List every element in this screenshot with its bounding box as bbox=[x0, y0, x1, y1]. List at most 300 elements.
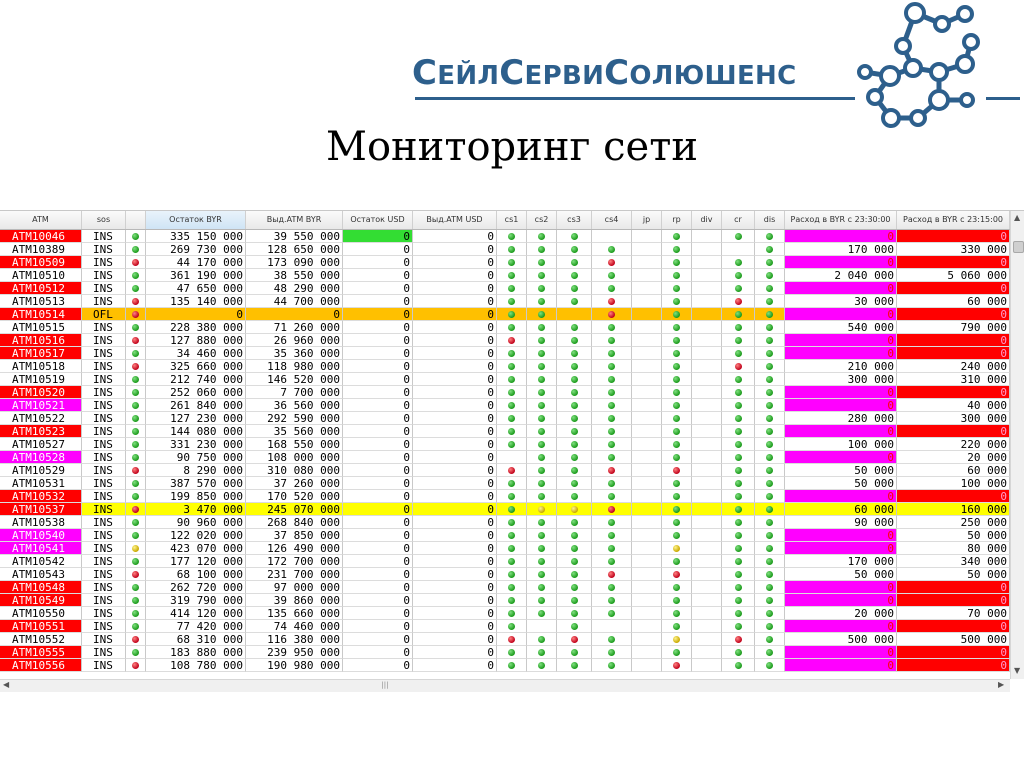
value-cell[interactable]: 37 850 000 bbox=[246, 529, 343, 542]
status-cell[interactable] bbox=[692, 360, 722, 373]
value-cell[interactable]: 325 660 000 bbox=[146, 360, 246, 373]
status-cell[interactable] bbox=[632, 451, 662, 464]
value-cell[interactable]: 0 bbox=[413, 269, 497, 282]
horizontal-scrollbar[interactable] bbox=[0, 679, 1010, 692]
status-cell[interactable] bbox=[632, 243, 662, 256]
column-header[interactable]: Остаток BYR bbox=[146, 211, 246, 229]
status-cell[interactable] bbox=[557, 477, 592, 490]
status-cell[interactable] bbox=[497, 438, 527, 451]
status-cell[interactable] bbox=[662, 555, 692, 568]
table-row[interactable] bbox=[0, 334, 1010, 347]
status-cell[interactable] bbox=[692, 555, 722, 568]
atm-id-cell[interactable]: ATM10548 bbox=[0, 581, 82, 594]
value-cell[interactable]: INS bbox=[82, 464, 126, 477]
status-cell[interactable] bbox=[557, 464, 592, 477]
value-cell[interactable]: 228 380 000 bbox=[146, 321, 246, 334]
atm-id-cell[interactable]: ATM10518 bbox=[0, 360, 82, 373]
expense-2315-cell[interactable]: 0 bbox=[897, 256, 1010, 269]
value-cell[interactable]: 126 490 000 bbox=[246, 542, 343, 555]
status-cell[interactable] bbox=[497, 529, 527, 542]
column-header[interactable]: jp bbox=[632, 211, 662, 229]
value-cell[interactable]: 0 bbox=[413, 282, 497, 295]
status-cell[interactable] bbox=[557, 633, 592, 646]
status-cell[interactable] bbox=[722, 230, 755, 243]
status-cell[interactable] bbox=[126, 412, 146, 425]
status-cell[interactable] bbox=[557, 230, 592, 243]
status-cell[interactable] bbox=[126, 633, 146, 646]
status-cell[interactable] bbox=[755, 607, 785, 620]
status-cell[interactable] bbox=[527, 425, 557, 438]
status-cell[interactable] bbox=[662, 490, 692, 503]
status-cell[interactable] bbox=[592, 581, 632, 594]
atm-id-cell[interactable]: ATM10516 bbox=[0, 334, 82, 347]
expense-2330-cell[interactable]: 0 bbox=[785, 646, 897, 659]
status-cell[interactable] bbox=[692, 490, 722, 503]
status-cell[interactable] bbox=[692, 503, 722, 516]
status-cell[interactable] bbox=[662, 568, 692, 581]
status-cell[interactable] bbox=[722, 334, 755, 347]
value-cell[interactable]: 68 100 000 bbox=[146, 568, 246, 581]
status-cell[interactable] bbox=[527, 412, 557, 425]
status-cell[interactable] bbox=[527, 373, 557, 386]
status-cell[interactable] bbox=[527, 490, 557, 503]
value-cell[interactable]: INS bbox=[82, 659, 126, 672]
atm-id-cell[interactable]: ATM10529 bbox=[0, 464, 82, 477]
value-cell[interactable]: 183 880 000 bbox=[146, 646, 246, 659]
table-row[interactable] bbox=[0, 451, 1010, 464]
status-cell[interactable] bbox=[527, 581, 557, 594]
column-header[interactable]: Остаток USD bbox=[343, 211, 413, 229]
atm-id-cell[interactable]: ATM10513 bbox=[0, 295, 82, 308]
status-cell[interactable] bbox=[592, 516, 632, 529]
value-cell[interactable]: 108 780 000 bbox=[146, 659, 246, 672]
usd-balance-cell[interactable]: 0 bbox=[343, 308, 413, 321]
usd-balance-cell[interactable]: 0 bbox=[343, 282, 413, 295]
value-cell[interactable]: INS bbox=[82, 399, 126, 412]
status-cell[interactable] bbox=[527, 269, 557, 282]
status-cell[interactable] bbox=[755, 412, 785, 425]
value-cell[interactable]: 48 290 000 bbox=[246, 282, 343, 295]
status-cell[interactable] bbox=[662, 529, 692, 542]
column-header[interactable]: sos bbox=[82, 211, 126, 229]
value-cell[interactable]: INS bbox=[82, 490, 126, 503]
value-cell[interactable]: 0 bbox=[413, 360, 497, 373]
status-cell[interactable] bbox=[126, 360, 146, 373]
status-cell[interactable] bbox=[755, 594, 785, 607]
status-cell[interactable] bbox=[592, 347, 632, 360]
value-cell[interactable]: 292 590 000 bbox=[246, 412, 343, 425]
status-cell[interactable] bbox=[755, 464, 785, 477]
table-row[interactable] bbox=[0, 438, 1010, 451]
value-cell[interactable]: 90 960 000 bbox=[146, 516, 246, 529]
value-cell[interactable]: 0 bbox=[413, 243, 497, 256]
table-row[interactable] bbox=[0, 373, 1010, 386]
status-cell[interactable] bbox=[126, 230, 146, 243]
value-cell[interactable]: INS bbox=[82, 334, 126, 347]
table-row[interactable] bbox=[0, 581, 1010, 594]
expense-2330-cell[interactable]: 20 000 bbox=[785, 607, 897, 620]
status-cell[interactable] bbox=[557, 438, 592, 451]
value-cell[interactable]: INS bbox=[82, 347, 126, 360]
status-cell[interactable] bbox=[662, 230, 692, 243]
status-cell[interactable] bbox=[527, 243, 557, 256]
status-cell[interactable] bbox=[662, 620, 692, 633]
status-cell[interactable] bbox=[722, 243, 755, 256]
status-cell[interactable] bbox=[126, 308, 146, 321]
status-cell[interactable] bbox=[662, 503, 692, 516]
value-cell[interactable]: 44 700 000 bbox=[246, 295, 343, 308]
status-cell[interactable] bbox=[755, 516, 785, 529]
status-cell[interactable] bbox=[662, 464, 692, 477]
status-cell[interactable] bbox=[592, 568, 632, 581]
usd-balance-cell[interactable]: 0 bbox=[343, 425, 413, 438]
value-cell[interactable]: 0 bbox=[413, 399, 497, 412]
status-cell[interactable] bbox=[692, 282, 722, 295]
status-cell[interactable] bbox=[722, 308, 755, 321]
table-row[interactable] bbox=[0, 269, 1010, 282]
status-cell[interactable] bbox=[722, 633, 755, 646]
usd-balance-cell[interactable]: 0 bbox=[343, 516, 413, 529]
status-cell[interactable] bbox=[497, 412, 527, 425]
status-cell[interactable] bbox=[722, 516, 755, 529]
status-cell[interactable] bbox=[722, 503, 755, 516]
value-cell[interactable]: INS bbox=[82, 529, 126, 542]
atm-id-cell[interactable]: ATM10517 bbox=[0, 347, 82, 360]
expense-2330-cell[interactable]: 50 000 bbox=[785, 477, 897, 490]
atm-id-cell[interactable]: ATM10555 bbox=[0, 646, 82, 659]
usd-balance-cell[interactable]: 0 bbox=[343, 360, 413, 373]
usd-balance-cell[interactable]: 0 bbox=[343, 269, 413, 282]
status-cell[interactable] bbox=[662, 594, 692, 607]
expense-2315-cell[interactable]: 50 000 bbox=[897, 529, 1010, 542]
usd-balance-cell[interactable]: 0 bbox=[343, 256, 413, 269]
expense-2330-cell[interactable]: 0 bbox=[785, 386, 897, 399]
status-cell[interactable] bbox=[557, 269, 592, 282]
status-cell[interactable] bbox=[557, 282, 592, 295]
usd-balance-cell[interactable]: 0 bbox=[343, 620, 413, 633]
table-row[interactable] bbox=[0, 620, 1010, 633]
status-cell[interactable] bbox=[592, 451, 632, 464]
atm-id-cell[interactable]: ATM10389 bbox=[0, 243, 82, 256]
status-cell[interactable] bbox=[527, 646, 557, 659]
expense-2330-cell[interactable]: 0 bbox=[785, 282, 897, 295]
status-cell[interactable] bbox=[662, 243, 692, 256]
status-cell[interactable] bbox=[557, 503, 592, 516]
status-cell[interactable] bbox=[692, 308, 722, 321]
status-cell[interactable] bbox=[527, 516, 557, 529]
value-cell[interactable]: 0 bbox=[413, 581, 497, 594]
status-cell[interactable] bbox=[497, 464, 527, 477]
usd-balance-cell[interactable]: 0 bbox=[343, 594, 413, 607]
usd-balance-cell[interactable]: 0 bbox=[343, 464, 413, 477]
status-cell[interactable] bbox=[527, 399, 557, 412]
value-cell[interactable]: 0 bbox=[413, 529, 497, 542]
status-cell[interactable] bbox=[722, 399, 755, 412]
table-row[interactable] bbox=[0, 568, 1010, 581]
atm-id-cell[interactable]: ATM10538 bbox=[0, 516, 82, 529]
value-cell[interactable]: INS bbox=[82, 256, 126, 269]
status-cell[interactable] bbox=[527, 503, 557, 516]
status-cell[interactable] bbox=[632, 360, 662, 373]
status-cell[interactable] bbox=[722, 464, 755, 477]
status-cell[interactable] bbox=[557, 386, 592, 399]
status-cell[interactable] bbox=[755, 256, 785, 269]
status-cell[interactable] bbox=[662, 542, 692, 555]
status-cell[interactable] bbox=[557, 373, 592, 386]
status-cell[interactable] bbox=[592, 464, 632, 477]
status-cell[interactable] bbox=[126, 373, 146, 386]
status-cell[interactable] bbox=[497, 620, 527, 633]
column-header[interactable]: div bbox=[692, 211, 722, 229]
status-cell[interactable] bbox=[722, 295, 755, 308]
value-cell[interactable]: 0 bbox=[413, 334, 497, 347]
value-cell[interactable]: INS bbox=[82, 425, 126, 438]
usd-balance-cell[interactable]: 0 bbox=[343, 347, 413, 360]
status-cell[interactable] bbox=[557, 412, 592, 425]
value-cell[interactable]: 127 230 000 bbox=[146, 412, 246, 425]
expense-2315-cell[interactable]: 0 bbox=[897, 308, 1010, 321]
status-cell[interactable] bbox=[755, 529, 785, 542]
status-cell[interactable] bbox=[632, 555, 662, 568]
status-cell[interactable] bbox=[497, 646, 527, 659]
value-cell[interactable]: 0 bbox=[413, 464, 497, 477]
value-cell[interactable]: 128 650 000 bbox=[246, 243, 343, 256]
status-cell[interactable] bbox=[722, 542, 755, 555]
status-cell[interactable] bbox=[755, 282, 785, 295]
column-header[interactable]: Расход в BYR с 23:30:00 bbox=[785, 211, 897, 229]
status-cell[interactable] bbox=[692, 451, 722, 464]
status-cell[interactable] bbox=[755, 646, 785, 659]
expense-2330-cell[interactable]: 0 bbox=[785, 230, 897, 243]
atm-id-cell[interactable]: ATM10528 bbox=[0, 451, 82, 464]
status-cell[interactable] bbox=[557, 451, 592, 464]
value-cell[interactable]: 37 260 000 bbox=[246, 477, 343, 490]
expense-2330-cell[interactable]: 30 000 bbox=[785, 295, 897, 308]
value-cell[interactable]: 77 420 000 bbox=[146, 620, 246, 633]
status-cell[interactable] bbox=[497, 308, 527, 321]
value-cell[interactable]: 0 bbox=[413, 308, 497, 321]
column-header[interactable]: cs2 bbox=[527, 211, 557, 229]
value-cell[interactable]: 26 960 000 bbox=[246, 334, 343, 347]
value-cell[interactable]: 199 850 000 bbox=[146, 490, 246, 503]
status-cell[interactable] bbox=[592, 256, 632, 269]
status-cell[interactable] bbox=[722, 581, 755, 594]
value-cell[interactable]: 90 750 000 bbox=[146, 451, 246, 464]
usd-balance-cell[interactable]: 0 bbox=[343, 477, 413, 490]
value-cell[interactable]: 0 bbox=[413, 321, 497, 334]
value-cell[interactable]: 245 070 000 bbox=[246, 503, 343, 516]
status-cell[interactable] bbox=[692, 438, 722, 451]
column-header[interactable]: rp bbox=[662, 211, 692, 229]
status-cell[interactable] bbox=[692, 594, 722, 607]
status-cell[interactable] bbox=[497, 230, 527, 243]
status-cell[interactable] bbox=[497, 256, 527, 269]
status-cell[interactable] bbox=[592, 386, 632, 399]
expense-2330-cell[interactable]: 280 000 bbox=[785, 412, 897, 425]
column-header[interactable]: cs3 bbox=[557, 211, 592, 229]
status-cell[interactable] bbox=[592, 308, 632, 321]
status-cell[interactable] bbox=[557, 516, 592, 529]
usd-balance-cell[interactable]: 0 bbox=[343, 451, 413, 464]
status-cell[interactable] bbox=[662, 256, 692, 269]
atm-id-cell[interactable]: ATM10510 bbox=[0, 269, 82, 282]
status-cell[interactable] bbox=[527, 659, 557, 672]
status-cell[interactable] bbox=[527, 542, 557, 555]
value-cell[interactable]: 212 740 000 bbox=[146, 373, 246, 386]
value-cell[interactable]: INS bbox=[82, 581, 126, 594]
usd-balance-cell[interactable]: 0 bbox=[343, 295, 413, 308]
status-cell[interactable] bbox=[755, 295, 785, 308]
atm-id-cell[interactable]: ATM10520 bbox=[0, 386, 82, 399]
value-cell[interactable]: 0 bbox=[413, 230, 497, 243]
value-cell[interactable]: 38 550 000 bbox=[246, 269, 343, 282]
status-cell[interactable] bbox=[126, 477, 146, 490]
status-cell[interactable] bbox=[632, 399, 662, 412]
status-cell[interactable] bbox=[662, 607, 692, 620]
status-cell[interactable] bbox=[557, 334, 592, 347]
status-cell[interactable] bbox=[755, 659, 785, 672]
status-cell[interactable] bbox=[662, 321, 692, 334]
usd-balance-cell[interactable]: 0 bbox=[343, 607, 413, 620]
value-cell[interactable]: 135 140 000 bbox=[146, 295, 246, 308]
status-cell[interactable] bbox=[497, 477, 527, 490]
usd-balance-cell[interactable]: 0 bbox=[343, 412, 413, 425]
value-cell[interactable]: 47 650 000 bbox=[146, 282, 246, 295]
value-cell[interactable]: INS bbox=[82, 516, 126, 529]
value-cell[interactable]: 261 840 000 bbox=[146, 399, 246, 412]
status-cell[interactable] bbox=[632, 633, 662, 646]
usd-balance-cell[interactable]: 0 bbox=[343, 490, 413, 503]
status-cell[interactable] bbox=[592, 633, 632, 646]
status-cell[interactable] bbox=[126, 386, 146, 399]
value-cell[interactable]: 0 bbox=[413, 542, 497, 555]
status-cell[interactable] bbox=[662, 360, 692, 373]
value-cell[interactable]: INS bbox=[82, 386, 126, 399]
status-cell[interactable] bbox=[557, 542, 592, 555]
status-cell[interactable] bbox=[497, 373, 527, 386]
usd-balance-cell[interactable]: 0 bbox=[343, 568, 413, 581]
usd-balance-cell[interactable]: 0 bbox=[343, 555, 413, 568]
status-cell[interactable] bbox=[557, 425, 592, 438]
status-cell[interactable] bbox=[662, 438, 692, 451]
table-row[interactable] bbox=[0, 295, 1010, 308]
status-cell[interactable] bbox=[497, 399, 527, 412]
status-cell[interactable] bbox=[592, 373, 632, 386]
table-row[interactable] bbox=[0, 360, 1010, 373]
scroll-right-icon[interactable]: ▶ bbox=[998, 680, 1005, 689]
status-cell[interactable] bbox=[662, 308, 692, 321]
status-cell[interactable] bbox=[527, 633, 557, 646]
status-cell[interactable] bbox=[497, 386, 527, 399]
value-cell[interactable]: 35 360 000 bbox=[246, 347, 343, 360]
status-cell[interactable] bbox=[662, 295, 692, 308]
status-cell[interactable] bbox=[722, 477, 755, 490]
status-cell[interactable] bbox=[527, 295, 557, 308]
expense-2315-cell[interactable]: 70 000 bbox=[897, 607, 1010, 620]
value-cell[interactable]: 8 290 000 bbox=[146, 464, 246, 477]
status-cell[interactable] bbox=[126, 347, 146, 360]
status-cell[interactable] bbox=[126, 490, 146, 503]
value-cell[interactable]: 0 bbox=[413, 425, 497, 438]
status-cell[interactable] bbox=[557, 620, 592, 633]
status-cell[interactable] bbox=[557, 568, 592, 581]
expense-2315-cell[interactable]: 40 000 bbox=[897, 399, 1010, 412]
status-cell[interactable] bbox=[126, 282, 146, 295]
status-cell[interactable] bbox=[527, 477, 557, 490]
status-cell[interactable] bbox=[632, 295, 662, 308]
status-cell[interactable] bbox=[662, 451, 692, 464]
table-row[interactable] bbox=[0, 464, 1010, 477]
expense-2315-cell[interactable]: 0 bbox=[897, 230, 1010, 243]
atm-id-cell[interactable]: ATM10527 bbox=[0, 438, 82, 451]
expense-2330-cell[interactable]: 0 bbox=[785, 594, 897, 607]
status-cell[interactable] bbox=[692, 269, 722, 282]
status-cell[interactable] bbox=[632, 594, 662, 607]
atm-id-cell[interactable]: ATM10521 bbox=[0, 399, 82, 412]
status-cell[interactable] bbox=[692, 295, 722, 308]
value-cell[interactable]: 144 080 000 bbox=[146, 425, 246, 438]
value-cell[interactable]: 0 bbox=[413, 386, 497, 399]
status-cell[interactable] bbox=[632, 438, 662, 451]
status-cell[interactable] bbox=[126, 620, 146, 633]
status-cell[interactable] bbox=[497, 295, 527, 308]
status-cell[interactable] bbox=[126, 256, 146, 269]
value-cell[interactable]: 0 bbox=[413, 646, 497, 659]
status-cell[interactable] bbox=[755, 425, 785, 438]
value-cell[interactable]: 310 080 000 bbox=[246, 464, 343, 477]
table-row[interactable] bbox=[0, 282, 1010, 295]
atm-id-cell[interactable]: ATM10532 bbox=[0, 490, 82, 503]
status-cell[interactable] bbox=[722, 529, 755, 542]
status-cell[interactable] bbox=[722, 386, 755, 399]
expense-2330-cell[interactable]: 170 000 bbox=[785, 243, 897, 256]
table-row[interactable] bbox=[0, 256, 1010, 269]
value-cell[interactable]: 0 bbox=[413, 477, 497, 490]
value-cell[interactable]: 39 550 000 bbox=[246, 230, 343, 243]
value-cell[interactable]: 414 120 000 bbox=[146, 607, 246, 620]
value-cell[interactable]: 127 880 000 bbox=[146, 334, 246, 347]
expense-2315-cell[interactable]: 0 bbox=[897, 646, 1010, 659]
status-cell[interactable] bbox=[692, 412, 722, 425]
value-cell[interactable]: 0 bbox=[413, 451, 497, 464]
table-row[interactable] bbox=[0, 607, 1010, 620]
atm-id-cell[interactable]: ATM10531 bbox=[0, 477, 82, 490]
value-cell[interactable]: 118 980 000 bbox=[246, 360, 343, 373]
value-cell[interactable]: OFL bbox=[82, 308, 126, 321]
column-header[interactable] bbox=[126, 211, 146, 229]
value-cell[interactable]: INS bbox=[82, 620, 126, 633]
column-header[interactable]: cs4 bbox=[592, 211, 632, 229]
status-cell[interactable] bbox=[126, 542, 146, 555]
value-cell[interactable]: 331 230 000 bbox=[146, 438, 246, 451]
status-cell[interactable] bbox=[692, 347, 722, 360]
usd-balance-cell[interactable]: 0 bbox=[343, 386, 413, 399]
expense-2330-cell[interactable]: 0 bbox=[785, 620, 897, 633]
status-cell[interactable] bbox=[592, 425, 632, 438]
value-cell[interactable]: 361 190 000 bbox=[146, 269, 246, 282]
value-cell[interactable]: 0 bbox=[413, 256, 497, 269]
status-cell[interactable] bbox=[557, 607, 592, 620]
expense-2315-cell[interactable]: 0 bbox=[897, 282, 1010, 295]
atm-monitoring-grid[interactable] bbox=[0, 210, 1024, 691]
status-cell[interactable] bbox=[632, 230, 662, 243]
status-cell[interactable] bbox=[755, 542, 785, 555]
status-cell[interactable] bbox=[592, 321, 632, 334]
expense-2315-cell[interactable]: 50 000 bbox=[897, 568, 1010, 581]
status-cell[interactable] bbox=[126, 399, 146, 412]
status-cell[interactable] bbox=[755, 633, 785, 646]
value-cell[interactable]: 108 000 000 bbox=[246, 451, 343, 464]
